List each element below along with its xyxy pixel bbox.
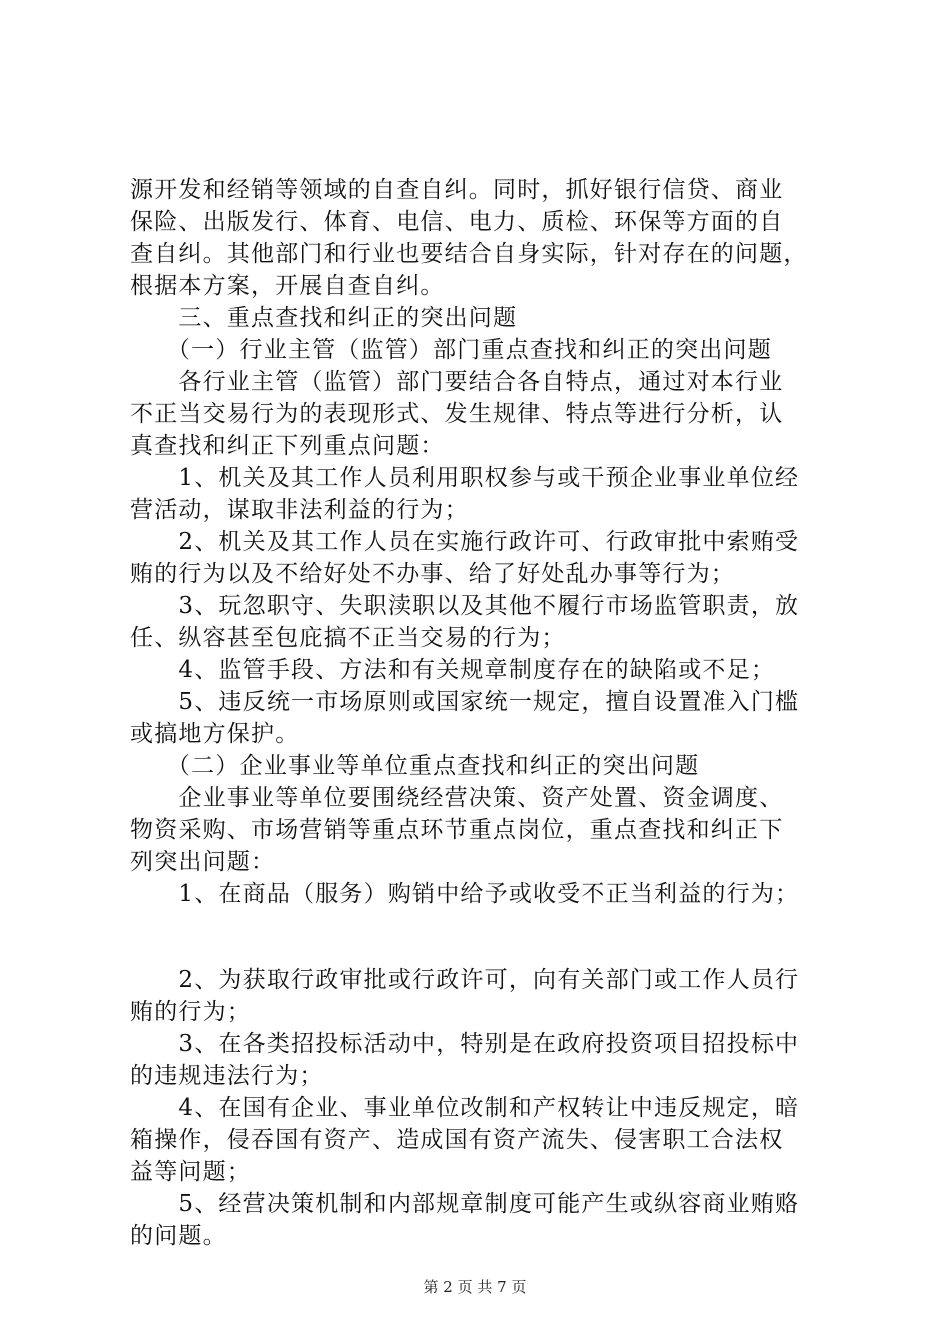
list-item: 4、在国有企业、事业单位改制和产权转让中违反规定，暗: [130, 1095, 800, 1121]
text-line: 查自纠。其他部门和行业也要结合自身实际，针对存在的问题，: [130, 241, 808, 267]
text-line: 真查找和纠正下列重点问题：: [130, 433, 445, 459]
list-item: 2、机关及其工作人员在实施行政许可、行政审批中索贿受: [130, 529, 800, 555]
page-footer: 第 2 页 共 7 页: [423, 1278, 527, 1296]
text-line: 源开发和经销等领域的自查自纠。同时，抓好银行信贷、商业: [130, 177, 784, 203]
list-item: 5、经营决策机制和内部规章制度可能产生或纵容商业贿赂: [130, 1191, 800, 1217]
text-line: 益等问题；: [130, 1159, 251, 1185]
list-item: 1、在商品（服务）购销中给予或收受不正当利益的行为；: [130, 881, 800, 907]
list-item: 4、监管手段、方法和有关规章制度存在的缺陷或不足；: [130, 657, 776, 683]
text-line: 的违规违法行为；: [130, 1063, 324, 1089]
list-item: 3、玩忽职守、失职渎职以及其他不履行市场监管职责，放: [130, 593, 800, 619]
list-item: 2、为获取行政审批或行政许可，向有关部门或工作人员行: [130, 967, 800, 993]
text-line: 箱操作，侵吞国有资产、造成国有资产流失、侵害职工合法权: [130, 1127, 784, 1153]
text-line: 根据本方案，开展自查自纠。: [130, 273, 445, 299]
text-line: 任、纵容甚至包庇搞不正当交易的行为；: [130, 625, 566, 651]
text-line: 各行业主管（监管）部门要结合各自特点，通过对本行业: [130, 369, 784, 395]
list-item: 1、机关及其工作人员利用职权参与或干预企业事业单位经: [130, 465, 800, 491]
text-line: 不正当交易行为的表现形式、发生规律、特点等进行分析，认: [130, 401, 784, 427]
list-item: 3、在各类招投标活动中，特别是在政府投资项目招投标中: [130, 1031, 800, 1057]
paragraph-gap: [130, 910, 830, 964]
section-heading: 三、重点查找和纠正的突出问题: [130, 305, 518, 331]
text-line: 企业事业等单位要围绕经营决策、资产处置、资金调度、: [130, 785, 784, 811]
text-line: 的问题。: [130, 1223, 227, 1249]
subsection-heading: （二）企业事业等单位重点查找和纠正的突出问题: [130, 753, 700, 779]
text-line: 列突出问题：: [130, 849, 276, 875]
text-line: 贿的行为；: [130, 999, 251, 1025]
text-line: 物资采购、市场营销等重点环节重点岗位，重点查找和纠正下: [130, 817, 784, 843]
text-line: 营活动，谋取非法利益的行为；: [130, 497, 469, 523]
document-body: [130, 174, 830, 1252]
list-item: 5、违反统一市场原则或国家统一规定，擅自设置准入门槛: [130, 689, 800, 715]
text-line: 贿的行为以及不给好处不办事、给了好处乱办事等行为；: [130, 561, 735, 587]
text-line: 或搞地方保护。: [130, 721, 300, 747]
text-line: 保险、出版发行、体育、电信、电力、质检、环保等方面的自: [130, 209, 784, 235]
subsection-heading: （一）行业主管（监管）部门重点查找和纠正的突出问题: [130, 337, 772, 363]
